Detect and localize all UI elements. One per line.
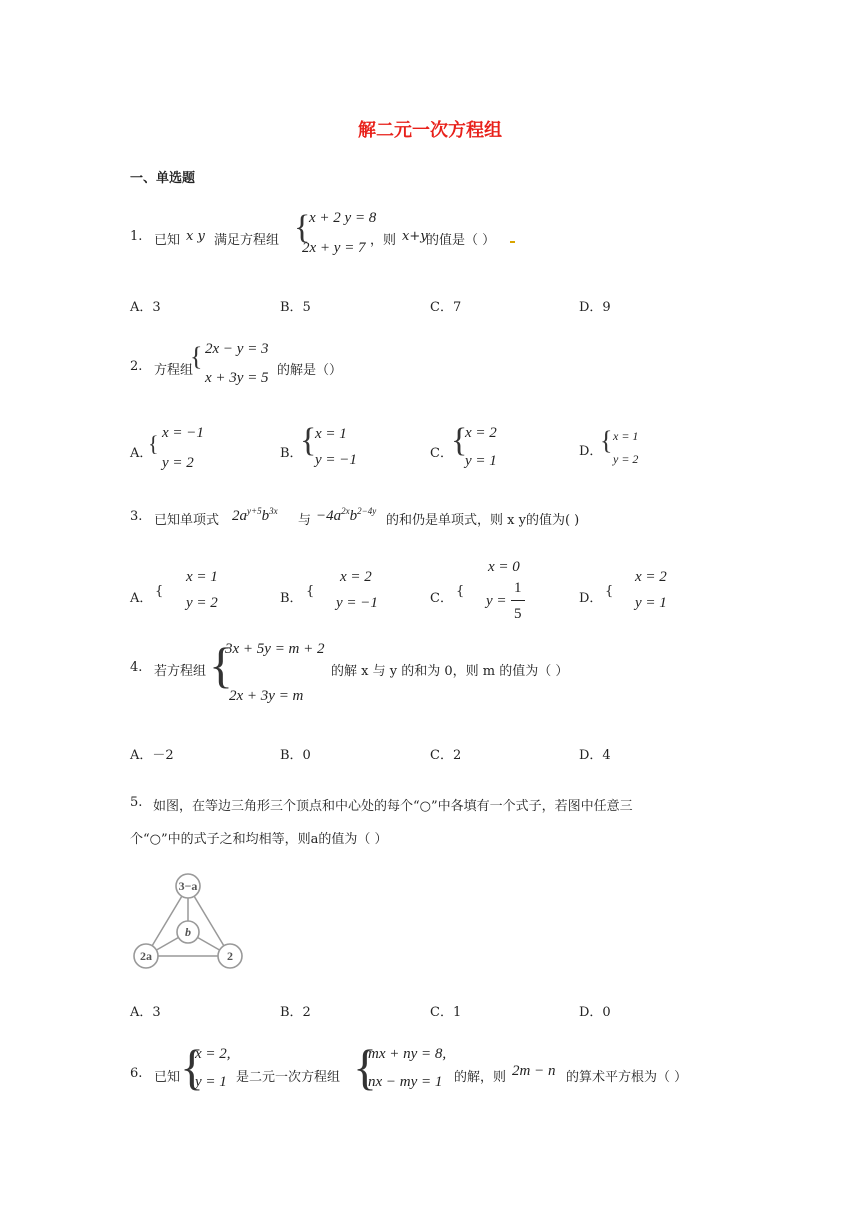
q1-option-b[interactable]: B．5 [280,300,311,315]
q2-eq1: 2x − y = 3 [205,341,269,357]
left-vertex-label: 2a [140,949,152,963]
q3-and: 与 [298,513,312,528]
q5-option-c[interactable]: C．1 [430,1005,462,1020]
q2-end: 的解是（） [277,363,343,378]
q2-option-b-label: B． [280,446,303,461]
q4-end: 的解 x 与 y 的和为 0，则 m 的值为（ ） [331,664,569,679]
q4-prefix: 若方程组 [154,664,207,679]
q6-eq2: nx − my = 1 [368,1074,443,1090]
q5-line-1: 如图，在等边三角形三个顶点和中心处的每个“○”中各填有一个式子，若图中任意三 [153,799,633,814]
q4-brace: { [209,637,233,693]
page-title: 解二元一次方程组 [358,120,502,141]
q3-option-a-brace: { [155,584,164,599]
q4-option-b[interactable]: B．0 [280,748,311,763]
q2-option-c-y: y = 1 [465,453,497,469]
q4-option-d[interactable]: D．4 [579,748,611,763]
q3-monomial-2 [316,506,376,525]
q2-prefix: 方程组 [154,363,194,378]
q3-option-b-label: B． [280,591,303,606]
q3-prefix: 已知单项式 [154,513,220,528]
q1-expr: x+y [402,229,428,244]
q1-mark [510,241,515,243]
q2-option-d-label: D． [579,444,603,459]
q2-option-a-x: x = −1 [162,425,204,441]
q1-eq1: x + 2 y = 8 [309,210,377,226]
q3-option-c-brace: { [456,584,465,599]
q3-option-a-label: A． [130,591,153,606]
section-heading: 一、单选题 [130,171,196,186]
q6-number: 6. [130,1066,143,1081]
q1-post: ，则 [370,233,397,248]
q6-end: 的算术平方根为（ ） [566,1070,688,1085]
triangle-diagram [128,868,248,976]
q1-brace: { [294,209,311,246]
q2-option-c-x: x = 2 [465,425,497,441]
center-label: b [185,925,191,939]
q3-m2-b: b [349,508,358,524]
q1-vars: x y [186,229,205,244]
q3-m1-b: b [261,508,270,524]
q3-option-b-y: y = −1 [336,595,378,611]
q2-number: 2. [130,359,143,374]
q5-option-a[interactable]: A．3 [130,1005,161,1020]
q6-brace-1: { [180,1039,204,1095]
q5-option-d[interactable]: D．0 [579,1005,611,1020]
q2-option-a-y: y = 2 [162,455,194,471]
q1-eq2: 2x + y = 7 [302,240,366,256]
q6-prefix: 已知 [154,1070,181,1085]
q4-eq2: 2x + 3y = m [229,688,304,704]
q3-m1-bexp: 3x [269,506,278,516]
q3-option-b-brace: { [306,584,315,599]
q3-end: 的和仍是单项式，则 x y的值为( ) [386,513,580,528]
q4-option-a[interactable]: A．－2 [130,748,174,763]
q3-option-a-x: x = 1 [186,569,218,585]
q3-m1-base: 2a [232,508,247,524]
q2-option-d-x: x = 1 [613,429,639,443]
q4-eq1: 3x + 5y = m + 2 [225,641,325,657]
q3-option-d-label: D． [579,591,603,606]
q5-option-b[interactable]: B．2 [280,1005,311,1020]
q1-mid: 满足方程组 [214,233,280,248]
q2-option-d-y: y = 2 [613,452,639,466]
q3-m1-exp: y+5 [247,506,262,516]
q1-option-a[interactable]: A．3 [130,300,161,315]
q1-option-d[interactable]: D．9 [579,300,611,315]
q3-option-c-x: x = 0 [488,559,520,575]
q1-option-c[interactable]: C．7 [430,300,462,315]
q1-number: 1. [130,229,143,244]
q5-number: 5. [130,795,143,810]
q2-option-b-x: x = 1 [315,426,347,442]
q2-option-a-label: A． [130,446,153,461]
q6-mid: 是二元一次方程组 [236,1070,341,1085]
q2-brace: { [190,342,203,371]
q4-number: 4. [130,660,143,675]
q2-option-a-brace: { [148,431,159,456]
q3-option-b-x: x = 2 [340,569,372,585]
q2-option-d-brace: { [600,426,613,455]
q3-option-c-frac-den: 5 [514,606,522,622]
q3-option-c-label: C． [430,591,453,606]
q6-eq1: mx + ny = 8, [368,1046,447,1062]
q3-option-d-x: x = 2 [635,569,667,585]
q3-m2-exp: 2x [341,506,350,516]
right-vertex-label: 2 [227,949,233,963]
top-vertex-label: 3−a [178,879,198,893]
q6-solution-y: y = 1 [195,1074,227,1090]
q2-option-b-brace: { [300,422,317,459]
q3-option-c-frac-num: 1 [514,580,522,596]
q3-monomial-1 [232,506,278,525]
q2-eq2: x + 3y = 5 [205,370,269,386]
q3-option-c-y: y = [486,593,507,609]
q3-m2-bexp: 2−4y [357,506,377,516]
q3-option-d-brace: { [605,584,614,599]
q4-option-c[interactable]: C．2 [430,748,462,763]
q3-option-c-frac-bar [511,600,525,601]
q6-solution-x: x = 2, [195,1046,231,1062]
q3-option-a-y: y = 2 [186,595,218,611]
q6-expr: 2m − n [512,1063,556,1079]
q2-option-c-brace: { [451,422,468,459]
q1-end: 的值是（ ） [426,233,496,248]
q3-m2-base: −4a [316,508,342,524]
q2-option-b-y: y = −1 [315,452,357,468]
q3-option-d-y: y = 1 [635,595,667,611]
q2-option-c-label: C． [430,446,453,461]
q1-prefix: 已知 [154,233,181,248]
q3-number: 3. [130,509,143,524]
q6-brace-2: { [353,1039,377,1095]
q6-post: 的解，则 [454,1070,507,1085]
q5-line-2: 个“○”中的式子之和均相等，则a的值为（ ） [130,832,388,847]
